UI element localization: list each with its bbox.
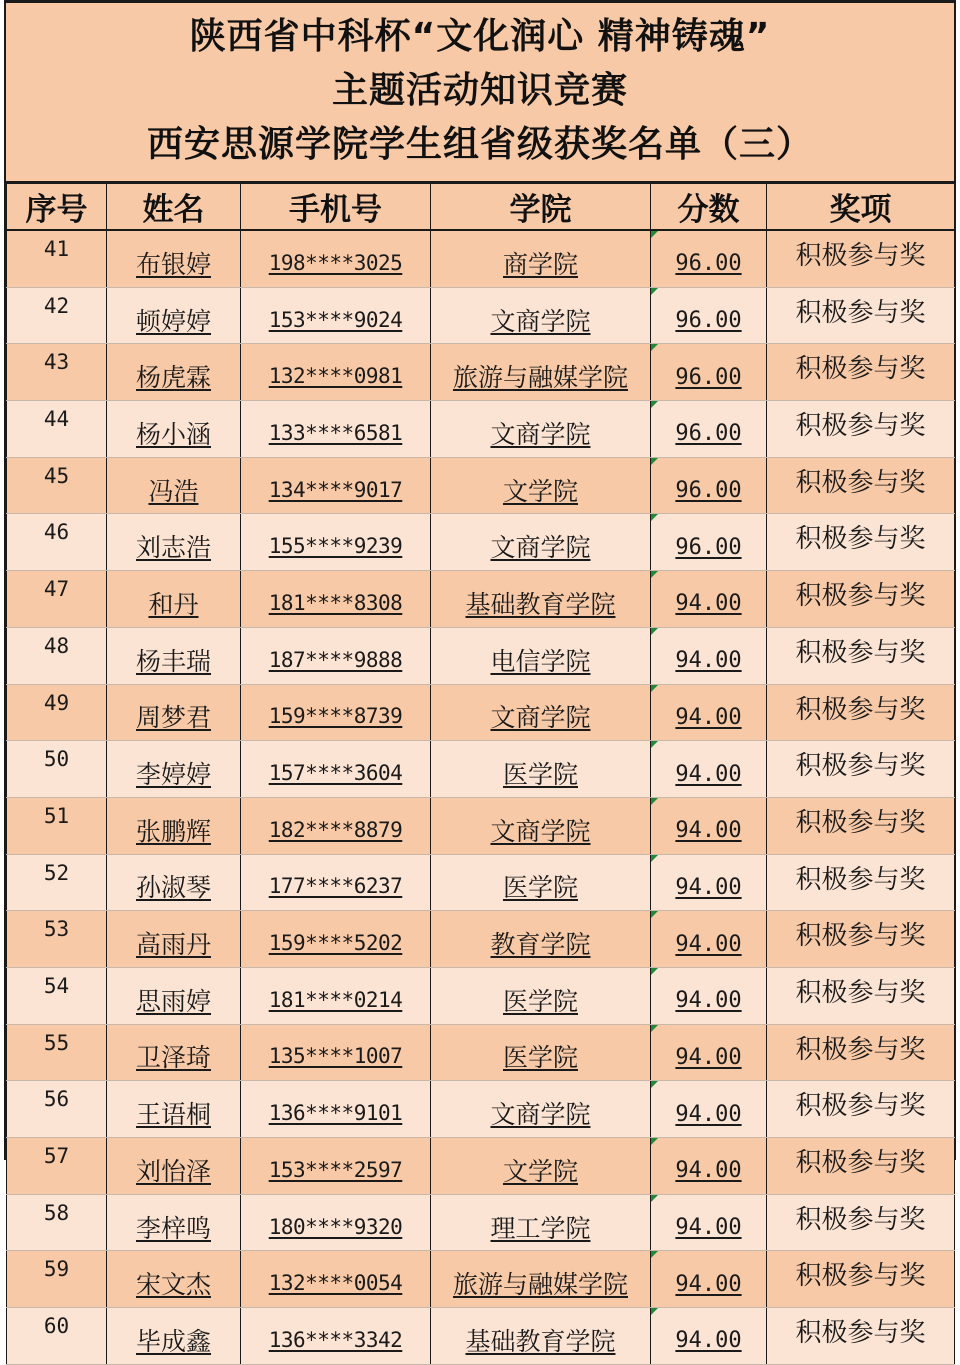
table-row — [7, 514, 955, 571]
name-cell-text: 布银婷 — [135, 249, 211, 279]
name-cell-text: 刘怡泽 — [135, 1156, 211, 1186]
award-cell-text: 积极参与奖 — [795, 241, 926, 271]
seq-cell[interactable] — [7, 230, 107, 287]
phone-cell[interactable] — [241, 230, 431, 287]
award-cell-text: 积极参与奖 — [795, 977, 926, 1008]
phone-cell-text: 181****8308 — [268, 590, 403, 615]
award-cell-text: 积极参与奖 — [795, 921, 926, 952]
score-cell-text: 94.00 — [675, 1215, 742, 1241]
seq-cell-text: 56 — [43, 1087, 70, 1112]
table-row — [7, 684, 955, 741]
seq-cell-text: 53 — [43, 917, 70, 942]
name-cell[interactable] — [107, 1308, 241, 1365]
score-cell[interactable] — [651, 911, 767, 968]
seq-cell-text: 57 — [43, 1144, 70, 1168]
phone-cell-text: 132****0054 — [268, 1271, 403, 1296]
phone-cell-text: 153****9024 — [268, 307, 403, 332]
college-cell[interactable] — [431, 967, 651, 1024]
college-cell-text: 文商学院 — [490, 816, 591, 846]
college-cell[interactable] — [431, 911, 651, 968]
name-cell[interactable] — [107, 797, 241, 854]
table-row — [7, 911, 955, 968]
name-cell-text: 周梦君 — [135, 703, 211, 733]
cell-comment-flag-icon — [651, 855, 658, 862]
name-cell[interactable] — [107, 514, 241, 571]
college-cell-text: 医学院 — [502, 873, 578, 903]
award-cell[interactable] — [767, 797, 955, 854]
score-cell-text: 94.00 — [675, 1271, 742, 1297]
college-cell[interactable] — [431, 514, 651, 571]
award-cell-text: 积极参与奖 — [795, 354, 926, 385]
award-cell-text: 积极参与奖 — [795, 411, 926, 442]
seq-cell-text: 60 — [43, 1314, 70, 1339]
name-cell-text: 卫泽琦 — [135, 1043, 211, 1073]
college-cell-text: 基础教育学院 — [465, 589, 616, 619]
phone-cell-text: 181****0214 — [268, 987, 403, 1012]
award-cell[interactable] — [767, 741, 955, 798]
award-cell-text: 积极参与奖 — [795, 694, 926, 725]
college-cell-text: 旅游与融媒学院 — [452, 1270, 628, 1300]
cell-comment-flag-icon — [651, 741, 658, 748]
college-cell[interactable] — [431, 741, 651, 798]
award-cell[interactable] — [767, 684, 955, 741]
table-row — [7, 1138, 955, 1195]
award-cell-text: 积极参与奖 — [795, 1034, 926, 1065]
name-cell[interactable] — [107, 1194, 241, 1251]
score-cell[interactable] — [651, 287, 767, 344]
phone-cell[interactable] — [241, 1308, 431, 1365]
score-cell[interactable] — [651, 684, 767, 741]
phone-cell-text: 159****8739 — [268, 704, 403, 729]
cell-comment-flag-icon — [651, 458, 658, 465]
college-cell-text: 文商学院 — [490, 1100, 591, 1130]
college-cell[interactable] — [431, 1138, 651, 1195]
name-cell-text: 高雨丹 — [135, 930, 211, 960]
title-block — [6, 3, 954, 183]
phone-cell[interactable] — [241, 457, 431, 514]
score-cell[interactable] — [651, 230, 767, 287]
seq-cell[interactable] — [7, 1024, 107, 1081]
score-cell-text: 94.00 — [675, 818, 742, 844]
phone-cell[interactable] — [241, 854, 431, 911]
college-cell-text: 商学院 — [502, 249, 578, 279]
seq-cell[interactable] — [7, 911, 107, 968]
seq-cell-text: 47 — [43, 577, 70, 602]
award-table — [6, 183, 955, 1365]
table-row — [7, 797, 955, 854]
name-cell-text: 张鹏辉 — [135, 816, 211, 846]
phone-cell[interactable] — [241, 1138, 431, 1195]
score-cell-text: 96.00 — [675, 421, 742, 447]
seq-cell-text: 52 — [43, 860, 70, 885]
score-cell[interactable] — [651, 344, 767, 401]
seq-cell-text: 58 — [43, 1200, 70, 1225]
seq-cell[interactable] — [7, 571, 107, 628]
college-cell[interactable] — [431, 854, 651, 911]
score-cell[interactable] — [651, 1308, 767, 1365]
name-cell[interactable] — [107, 627, 241, 684]
name-cell-text: 宋文杰 — [135, 1270, 211, 1300]
score-cell-text: 94.00 — [675, 874, 742, 900]
cell-comment-flag-icon — [651, 231, 658, 238]
name-cell-text: 杨虎霖 — [135, 363, 211, 393]
score-cell[interactable] — [651, 457, 767, 514]
name-cell-text: 杨小涵 — [135, 419, 211, 449]
award-cell[interactable] — [767, 401, 955, 458]
college-cell[interactable] — [431, 457, 651, 514]
cell-comment-flag-icon — [651, 798, 658, 805]
seq-cell-text: 59 — [43, 1257, 70, 1282]
name-cell[interactable] — [107, 1138, 241, 1195]
name-cell-text: 刘志浩 — [135, 533, 211, 563]
phone-cell[interactable] — [241, 401, 431, 458]
table-row — [7, 401, 955, 458]
phone-cell-text: 155****9239 — [268, 534, 403, 559]
phone-cell[interactable] — [241, 684, 431, 741]
award-cell-text: 积极参与奖 — [795, 1148, 926, 1178]
score-cell-text: 94.00 — [675, 704, 742, 730]
title-line-2: 主题活动知识竞赛 — [331, 70, 628, 111]
phone-cell[interactable] — [241, 1024, 431, 1081]
award-cell[interactable] — [767, 1194, 955, 1251]
cell-comment-flag-icon — [651, 571, 658, 578]
phone-cell[interactable] — [241, 1194, 431, 1251]
name-cell[interactable] — [107, 967, 241, 1024]
table-row — [7, 1081, 955, 1138]
column-header-college[interactable]: 学院 — [431, 184, 651, 231]
award-cell[interactable] — [767, 1024, 955, 1081]
seq-cell-text: 41 — [43, 237, 70, 261]
seq-cell-text: 54 — [43, 973, 70, 998]
college-cell-text: 文学院 — [502, 476, 578, 506]
phone-cell[interactable] — [241, 967, 431, 1024]
phone-cell[interactable] — [241, 1081, 431, 1138]
seq-cell[interactable] — [7, 1308, 107, 1365]
name-cell-text: 和丹 — [148, 589, 199, 619]
phone-cell-text: 159****5202 — [268, 931, 403, 956]
college-cell[interactable] — [431, 1081, 651, 1138]
table-row — [7, 571, 955, 628]
award-cell[interactable] — [767, 230, 955, 287]
score-cell[interactable] — [651, 514, 767, 571]
name-cell[interactable] — [107, 457, 241, 514]
cell-comment-flag-icon — [651, 628, 658, 635]
table-row — [7, 854, 955, 911]
cell-comment-flag-icon — [651, 1308, 658, 1315]
seq-cell-text: 51 — [43, 803, 70, 828]
college-cell-text: 基础教育学院 — [465, 1326, 616, 1356]
award-cell-text: 积极参与奖 — [795, 1318, 926, 1349]
phone-cell-text: 132****0981 — [268, 364, 403, 389]
score-cell-text: 94.00 — [675, 648, 742, 674]
college-cell-text: 文商学院 — [490, 533, 591, 563]
award-cell-text: 积极参与奖 — [795, 581, 926, 612]
column-header-name[interactable]: 姓名 — [107, 184, 241, 231]
table-row — [7, 457, 955, 514]
name-cell[interactable] — [107, 401, 241, 458]
phone-cell-text: 134****9017 — [268, 477, 403, 502]
award-cell[interactable] — [767, 1138, 955, 1195]
cell-comment-flag-icon — [651, 401, 658, 408]
score-cell[interactable] — [651, 1194, 767, 1251]
name-cell-text: 顿婷婷 — [135, 306, 211, 336]
table-row — [7, 1308, 955, 1365]
college-cell[interactable] — [431, 1308, 651, 1365]
college-cell-text: 医学院 — [502, 760, 578, 790]
college-cell-text: 文学院 — [502, 1156, 578, 1186]
name-cell-text: 杨丰瑞 — [135, 646, 211, 676]
seq-cell[interactable] — [7, 854, 107, 911]
college-cell-text: 理工学院 — [490, 1213, 591, 1243]
name-cell[interactable] — [107, 344, 241, 401]
award-cell-text: 积极参与奖 — [795, 864, 926, 895]
column-header-award[interactable]: 奖项 — [767, 184, 955, 231]
table-row — [7, 1251, 955, 1308]
table-body — [7, 230, 955, 1364]
college-cell-text: 文商学院 — [490, 306, 591, 336]
college-cell[interactable] — [431, 287, 651, 344]
cell-comment-flag-icon — [651, 514, 658, 521]
seq-cell-text: 45 — [43, 463, 70, 488]
college-cell[interactable] — [431, 344, 651, 401]
cell-comment-flag-icon — [651, 911, 658, 918]
score-cell[interactable] — [651, 571, 767, 628]
score-cell-text: 96.00 — [675, 364, 742, 390]
name-cell[interactable] — [107, 854, 241, 911]
phone-cell[interactable] — [241, 514, 431, 571]
college-cell-text: 医学院 — [502, 986, 578, 1016]
award-cell-text: 积极参与奖 — [795, 637, 926, 668]
phone-cell[interactable] — [241, 571, 431, 628]
score-cell-text: 96.00 — [675, 478, 742, 504]
name-cell[interactable] — [107, 684, 241, 741]
table-row — [7, 741, 955, 798]
seq-cell-text: 49 — [43, 690, 70, 715]
phone-cell[interactable] — [241, 344, 431, 401]
score-cell-text: 94.00 — [675, 1044, 742, 1070]
score-cell[interactable] — [651, 401, 767, 458]
table-row — [7, 1194, 955, 1251]
cell-comment-flag-icon — [651, 1138, 658, 1145]
college-cell-text: 文商学院 — [490, 419, 591, 449]
award-cell-text: 积极参与奖 — [795, 751, 926, 782]
seq-cell-text: 48 — [43, 633, 70, 658]
award-cell-text: 积极参与奖 — [795, 524, 926, 555]
award-cell-text: 积极参与奖 — [795, 467, 926, 498]
college-cell[interactable] — [431, 1024, 651, 1081]
phone-cell-text: 133****6581 — [268, 420, 403, 445]
seq-cell[interactable] — [7, 457, 107, 514]
name-cell[interactable] — [107, 911, 241, 968]
award-cell[interactable] — [767, 1251, 955, 1308]
table-row — [7, 230, 955, 287]
phone-cell-text: 182****8879 — [268, 817, 403, 842]
score-cell-text: 94.00 — [675, 761, 742, 787]
seq-cell[interactable] — [7, 1138, 107, 1195]
name-cell-text: 李婷婷 — [135, 760, 211, 790]
name-cell-text: 孙淑琴 — [135, 873, 211, 903]
award-cell-text: 积极参与奖 — [795, 1091, 926, 1122]
phone-cell[interactable] — [241, 1251, 431, 1308]
name-cell-text: 思雨婷 — [135, 986, 211, 1016]
table-row — [7, 1024, 955, 1081]
college-cell[interactable] — [431, 1251, 651, 1308]
seq-cell-text: 42 — [43, 293, 70, 318]
seq-cell[interactable] — [7, 741, 107, 798]
name-cell-text: 毕成鑫 — [135, 1326, 211, 1356]
seq-cell-text: 50 — [43, 747, 70, 772]
phone-cell-text: 153****2597 — [268, 1157, 403, 1182]
college-cell-text: 旅游与融媒学院 — [452, 363, 628, 393]
score-cell-text: 96.00 — [675, 308, 742, 334]
seq-cell[interactable] — [7, 1081, 107, 1138]
seq-cell-text: 46 — [43, 520, 70, 545]
name-cell[interactable] — [107, 1024, 241, 1081]
seq-cell-text: 44 — [43, 407, 70, 432]
award-cell-text: 积极参与奖 — [795, 1204, 926, 1235]
award-cell[interactable] — [767, 1308, 955, 1365]
college-cell[interactable] — [431, 401, 651, 458]
name-cell-text: 冯浩 — [148, 476, 199, 506]
name-cell[interactable] — [107, 1251, 241, 1308]
cell-comment-flag-icon — [651, 1081, 658, 1088]
award-cell-text: 积极参与奖 — [795, 1261, 926, 1292]
seq-cell[interactable] — [7, 401, 107, 458]
table-row — [7, 627, 955, 684]
score-cell[interactable] — [651, 854, 767, 911]
score-cell[interactable] — [651, 627, 767, 684]
score-cell[interactable] — [651, 1138, 767, 1195]
award-cell[interactable] — [767, 627, 955, 684]
award-cell-text: 积极参与奖 — [795, 297, 926, 328]
column-header-score[interactable]: 分数 — [651, 184, 767, 231]
cell-comment-flag-icon — [651, 1195, 658, 1202]
cell-comment-flag-icon — [651, 288, 658, 295]
score-cell-text: 94.00 — [675, 988, 742, 1014]
title-line-1: 陕西省中科杯“文化润心 精神铸魂” — [189, 16, 771, 57]
college-cell-text: 教育学院 — [490, 930, 591, 960]
header-row — [7, 184, 955, 231]
seq-cell-text: 55 — [43, 1030, 70, 1055]
seq-cell[interactable] — [7, 627, 107, 684]
phone-cell[interactable] — [241, 797, 431, 854]
table-row — [7, 967, 955, 1024]
award-cell[interactable] — [767, 967, 955, 1024]
college-cell-text: 医学院 — [502, 1043, 578, 1073]
score-cell-text: 94.00 — [675, 1158, 742, 1184]
phone-cell-text: 157****3604 — [268, 761, 403, 786]
seq-cell[interactable] — [7, 1194, 107, 1251]
college-cell-text: 文商学院 — [490, 703, 591, 733]
seq-cell[interactable] — [7, 684, 107, 741]
seq-cell[interactable] — [7, 797, 107, 854]
award-cell[interactable] — [767, 1081, 955, 1138]
seq-cell[interactable] — [7, 287, 107, 344]
college-cell[interactable] — [431, 1194, 651, 1251]
college-cell[interactable] — [431, 684, 651, 741]
phone-cell-text: 180****9320 — [268, 1214, 403, 1239]
award-cell[interactable] — [767, 514, 955, 571]
phone-cell-text: 198****3025 — [268, 250, 403, 275]
award-cell[interactable] — [767, 344, 955, 401]
cell-comment-flag-icon — [651, 685, 658, 692]
award-cell-text: 积极参与奖 — [795, 807, 926, 838]
score-cell-text: 94.00 — [675, 591, 742, 617]
table-row — [7, 344, 955, 401]
column-header-phone[interactable]: 手机号 — [241, 184, 431, 231]
college-cell-text: 电信学院 — [490, 646, 591, 676]
title-line-3: 西安思源学院学生组省级获奖名单（三） — [146, 124, 813, 165]
score-cell-text: 94.00 — [675, 1328, 742, 1354]
award-cell[interactable] — [767, 457, 955, 514]
score-cell[interactable] — [651, 741, 767, 798]
college-cell[interactable] — [431, 230, 651, 287]
score-cell[interactable] — [651, 1024, 767, 1081]
seq-cell[interactable] — [7, 1251, 107, 1308]
name-cell[interactable] — [107, 571, 241, 628]
phone-cell[interactable] — [241, 287, 431, 344]
table-row — [7, 287, 955, 344]
name-cell[interactable] — [107, 741, 241, 798]
score-cell-text: 96.00 — [675, 251, 742, 277]
score-cell-text: 94.00 — [675, 1101, 742, 1127]
college-cell[interactable] — [431, 797, 651, 854]
name-cell[interactable] — [107, 1081, 241, 1138]
column-header-seq[interactable]: 序号 — [7, 184, 107, 231]
name-cell-text: 王语桐 — [135, 1100, 211, 1130]
college-cell[interactable] — [431, 627, 651, 684]
award-cell[interactable] — [767, 911, 955, 968]
phone-cell-text: 187****9888 — [268, 647, 403, 672]
award-cell[interactable] — [767, 571, 955, 628]
score-cell-text: 96.00 — [675, 534, 742, 560]
cell-comment-flag-icon — [651, 344, 658, 351]
score-cell[interactable] — [651, 797, 767, 854]
seq-cell[interactable] — [7, 967, 107, 1024]
college-cell[interactable] — [431, 571, 651, 628]
phone-cell[interactable] — [241, 741, 431, 798]
phone-cell[interactable] — [241, 911, 431, 968]
score-cell-text: 94.00 — [675, 931, 742, 957]
phone-cell-text: 177****6237 — [268, 874, 403, 899]
award-sheet — [4, 0, 956, 1356]
name-cell[interactable] — [107, 287, 241, 344]
phone-cell-text: 136****9101 — [268, 1101, 403, 1126]
phone-cell[interactable] — [241, 627, 431, 684]
seq-cell[interactable] — [7, 514, 107, 571]
score-cell[interactable] — [651, 1081, 767, 1138]
cell-comment-flag-icon — [651, 1025, 658, 1032]
seq-cell-text: 43 — [43, 350, 70, 375]
score-cell[interactable] — [651, 967, 767, 1024]
cell-comment-flag-icon — [651, 1251, 658, 1258]
score-cell[interactable] — [651, 1251, 767, 1308]
name-cell-text: 李梓鸣 — [135, 1213, 211, 1243]
phone-cell-text: 135****1007 — [268, 1044, 403, 1069]
cell-comment-flag-icon — [651, 968, 658, 975]
award-cell[interactable] — [767, 287, 955, 344]
name-cell[interactable] — [107, 230, 241, 287]
award-cell[interactable] — [767, 854, 955, 911]
seq-cell[interactable] — [7, 344, 107, 401]
phone-cell-text: 136****3342 — [268, 1327, 403, 1352]
